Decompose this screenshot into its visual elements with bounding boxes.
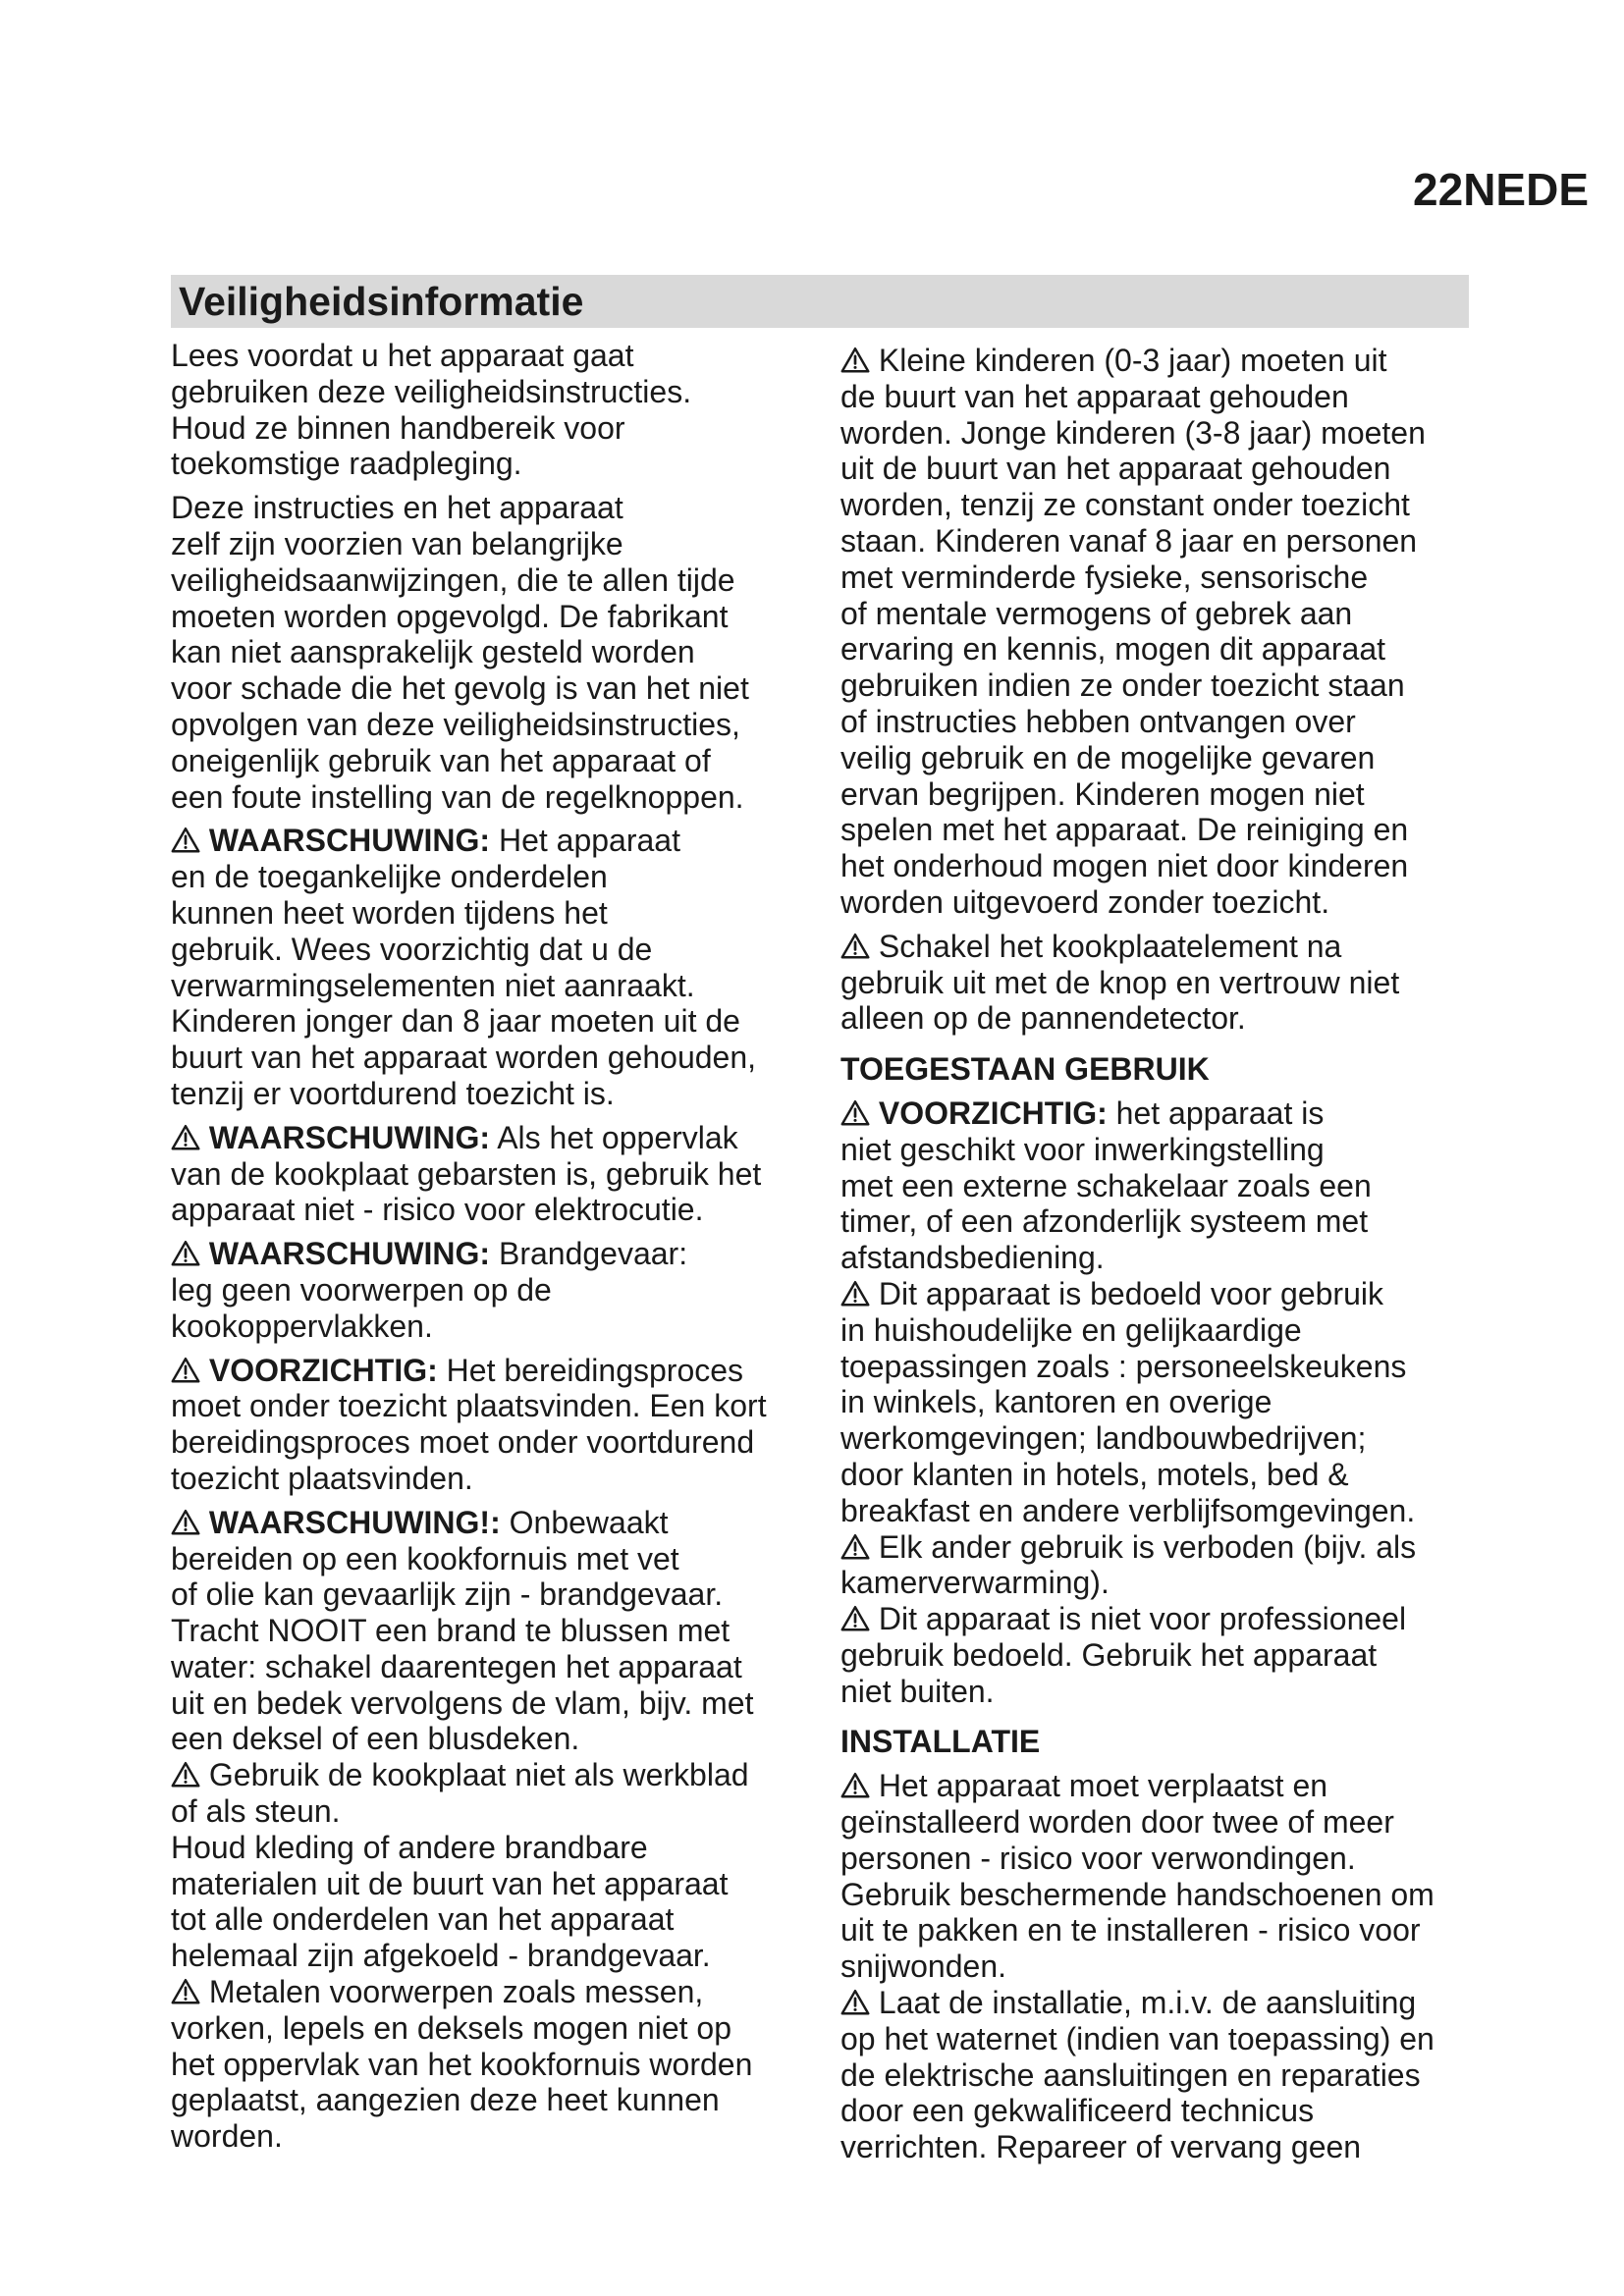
warning-paragraph bbox=[171, 1120, 799, 1228]
warning-triangle-icon bbox=[840, 1989, 870, 2015]
safety-paragraph bbox=[840, 1985, 1469, 2165]
paragraph-text: Kleine kinderen (0-3 jaar) moeten uit de buurt van het apparaat gehouden worden. Jonge kinderen (3-8 jaar) moeten uit de buurt van het apparaat gehouden worden, tenzij ze constant onder toezicht staan. Kinderen vanaf 8 jaar en personen met verminderde fysieke, sensorische of mentale vermogens of gebrek aan ervaring en kennis, mogen dit apparaat gebruiken indien ze onder toezicht staan of instructies hebben ontvangen over veilig gebruik en de mogelijke gevaren ervan begrijpen. Kinderen mogen niet spelen met het apparaat. De reiniging en het onderhoud mogen niet door kinderen worden uitgevoerd zonder toezicht. bbox=[840, 343, 1426, 920]
paragraph-text: Het apparaat moet verplaatst en geïnstalleerd worden door twee of meer personen - risico voor verwondingen. Gebruik beschermende handschoenen om uit te pakken en te installeren - risico voor snijwonden. bbox=[840, 1768, 1435, 1985]
safety-paragraph bbox=[171, 1757, 799, 1830]
caution-label: VOORZICHTIG: bbox=[208, 1352, 438, 1388]
subsection-heading: TOEGESTAAN GEBRUIK bbox=[840, 1051, 1210, 1088]
warning-label: WAARSCHUWING: bbox=[208, 1119, 491, 1155]
section-title: Veiligheidsinformatie bbox=[179, 279, 584, 324]
warning-triangle-icon bbox=[840, 933, 870, 959]
paragraph-text: Het bereidingsproces moet onder toezicht plaatsvinden. Een kort bereidingsproces moet onder voortdurend toezicht plaatsvinden. bbox=[171, 1352, 767, 1496]
paragraph-text: het apparaat is niet geschikt voor inwerkingstelling met een externe schakelaar zoals een timer, of een afzonderlijk systeem met afstandsbediening. bbox=[840, 1095, 1372, 1276]
warning-triangle-icon bbox=[171, 1509, 200, 1535]
warning-triangle-icon bbox=[840, 1099, 870, 1126]
safety-paragraph bbox=[840, 1601, 1469, 1709]
paragraph-text: Schakel het kookplaatelement na gebruik uit met de knop en vertrouw niet alleen op de pannendetector. bbox=[840, 928, 1400, 1037]
intro-paragraph bbox=[171, 338, 799, 482]
safety-paragraph bbox=[840, 1768, 1469, 1985]
paragraph-text: Onbewaakt bereiden op een kookfornuis met vet of olie kan gevaarlijk zijn - brandgevaar. Tracht NOOIT een brand te blussen met water: schakel daarentegen het apparaat uit en bedek vervolgens de vlam, bijv. met een deksel of een blusdeken. bbox=[171, 1504, 754, 1757]
warning-triangle-icon bbox=[840, 1772, 870, 1798]
caution-paragraph bbox=[171, 1353, 799, 1497]
warning-paragraph bbox=[171, 1505, 799, 1758]
section-header-bar bbox=[171, 275, 1469, 328]
warning-triangle-icon bbox=[171, 1357, 200, 1383]
safety-paragraph bbox=[840, 1529, 1469, 1602]
caution-label: VOORZICHTIG: bbox=[878, 1095, 1108, 1131]
page-number-label: 22NEDE bbox=[1413, 164, 1589, 215]
warning-triangle-icon bbox=[171, 1978, 200, 2004]
warning-triangle-icon bbox=[171, 1124, 200, 1150]
warning-triangle-icon bbox=[171, 1761, 200, 1788]
paragraph-text: Gebruik de kookplaat niet als werkblad of als steun. bbox=[171, 1757, 749, 1830]
warning-triangle-icon bbox=[840, 347, 870, 373]
paragraph-text: Dit apparaat is niet voor professioneel gebruik bedoeld. Gebruik het apparaat niet buiten. bbox=[840, 1601, 1407, 1709]
warning-triangle-icon bbox=[840, 1533, 870, 1560]
paragraph-text: Laat de installatie, m.i.v. de aansluiting op het waternet (indien van toepassing) en de elektrische aansluitingen en reparaties door een gekwalificeerd technicus verrichten. Repareer of vervang geen bbox=[840, 1985, 1435, 2165]
safety-paragraph bbox=[840, 929, 1469, 1037]
warning-triangle-icon bbox=[840, 1280, 870, 1307]
subsection-heading: INSTALLATIE bbox=[840, 1724, 1041, 1760]
warning-label: WAARSCHUWING: bbox=[208, 1236, 491, 1272]
paragraph-text: Het apparaat en de toegankelijke onderdelen kunnen heet worden tijdens het gebruik. Wees voorzichtig dat u de verwarmingselementen niet aanraakt. Kinderen jonger dan 8 jaar moeten uit de buurt van het apparaat worden gehouden, tenzij er voortdurend toezicht is. bbox=[171, 823, 757, 1111]
warning-triangle-icon bbox=[171, 827, 200, 853]
paragraph-text: Als het oppervlak van de kookplaat gebarsten is, gebruik het apparaat niet - risico voor elektrocutie. bbox=[171, 1119, 762, 1228]
left-column bbox=[171, 338, 799, 2155]
warning-label: WAARSCHUWING!: bbox=[208, 1504, 501, 1540]
warning-label: WAARSCHUWING: bbox=[208, 823, 491, 859]
paragraph-text: Dit apparaat is bedoeld voor gebruik in huishoudelijke en gelijkaardige toepassingen zoals : personeelskeukens in winkels, kantoren en overige werkomgevingen; landbouwbedrijven; door klanten in hotels, motels, bed & breakfast en andere verblijfsomgevingen. bbox=[840, 1275, 1416, 1528]
paragraph-text: Elk ander gebruik is verboden (bijv. als kamerverwarming). bbox=[840, 1528, 1417, 1601]
warning-triangle-icon bbox=[840, 1605, 870, 1631]
warning-triangle-icon bbox=[171, 1240, 200, 1266]
paragraph-text: Houd kleding of andere brandbare materialen uit de buurt van het apparaat tot alle onderdelen van het apparaat helemaal zijn afgekoeld - brandgevaar. bbox=[171, 1829, 729, 1974]
right-column bbox=[840, 343, 1469, 2165]
children-safety-paragraph bbox=[840, 343, 1469, 921]
instructions-paragraph bbox=[171, 490, 799, 815]
safety-paragraph bbox=[171, 1974, 799, 2155]
safety-paragraph bbox=[840, 1276, 1469, 1529]
safety-paragraph bbox=[171, 1830, 799, 1974]
paragraph-text: Lees voordat u het apparaat gaat gebruiken deze veiligheidsinstructies. Houd ze binnen handbereik voor toekomstige raadpleging. bbox=[171, 338, 692, 482]
caution-paragraph bbox=[840, 1095, 1469, 1276]
paragraph-text: Brandgevaar: leg geen voorwerpen op de kookoppervlakken. bbox=[171, 1236, 688, 1344]
paragraph-text: Metalen voorwerpen zoals messen, vorken, lepels en deksels mogen niet op het oppervlak van het kookfornuis worden geplaatst, aangezien deze heet kunnen worden. bbox=[171, 1974, 753, 2155]
paragraph-text: Deze instructies en het apparaat zelf zijn voorzien van belangrijke veiligheidsaanwijzingen, die te allen tijde moeten worden opgevolgd. De fabrikant kan niet aansprakelijk gesteld worden voor schade die het gevolg is van het niet opvolgen van deze veiligheidsinstructies, oneigenlijk gebruik van het apparaat of een foute instelling van de regelknoppen. bbox=[171, 490, 749, 815]
warning-paragraph bbox=[171, 1236, 799, 1344]
warning-paragraph bbox=[171, 823, 799, 1111]
